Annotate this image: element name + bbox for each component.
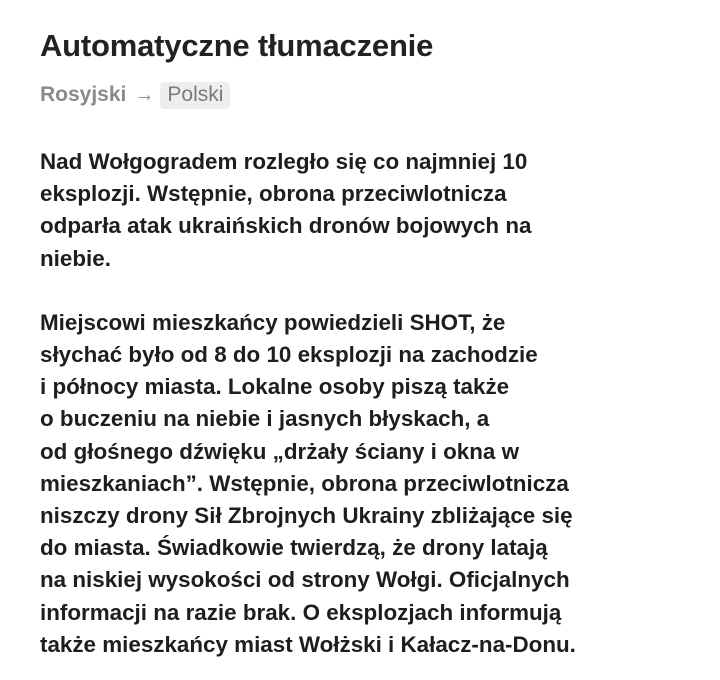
text-line: i północy miasta. Lokalne osoby piszą także (40, 374, 510, 400)
target-language[interactable]: Polski (160, 82, 230, 109)
text-line: eksplozji. Wstępnie, obrona przeciwlotnicza (40, 181, 507, 207)
paragraph (40, 307, 700, 661)
text-line: także mieszkańcy miast Wołżski i Kałacz-na-Donu. (40, 631, 576, 657)
text-line: Nad Wołgogradem rozległo się co najmniej 10 (40, 149, 528, 174)
text-line: do miasta. Świadkowie twierdzą, że drony latają (40, 535, 548, 561)
text-line: informacji na razie brak. O eksplozjach informują (40, 599, 562, 625)
language-selector[interactable] (40, 80, 700, 110)
text-line: mieszkaniach”. Wstępnie, obrona przeciwlotnicza (40, 470, 569, 496)
arrow-right-icon: → (134, 83, 155, 106)
text-line: słychać było od 8 do 10 eksplozji na zachodzie (40, 342, 538, 368)
text-line: niebie. (40, 245, 111, 271)
text-line: Miejscowi mieszkańcy powiedzieli SHOT, że (40, 309, 506, 335)
source-language[interactable]: Rosyjski (40, 83, 127, 106)
panel-title: Automatyczne tłumaczenie (40, 28, 434, 63)
translated-text (40, 146, 700, 661)
text-line: na niskiej wysokości od strony Wołgi. Oficjalnych (40, 567, 570, 593)
text-line: od głośnego dźwięku „drżały ściany i okna w (40, 438, 520, 464)
paragraph (40, 146, 700, 275)
text-line: o buczeniu na niebie i jasnych błyskach, a (40, 406, 490, 432)
text-line: odparła atak ukraińskich dronów bojowych na (40, 213, 532, 239)
text-line: niszczy drony Sił Zbrojnych Ukrainy zbliżające się (40, 503, 573, 529)
